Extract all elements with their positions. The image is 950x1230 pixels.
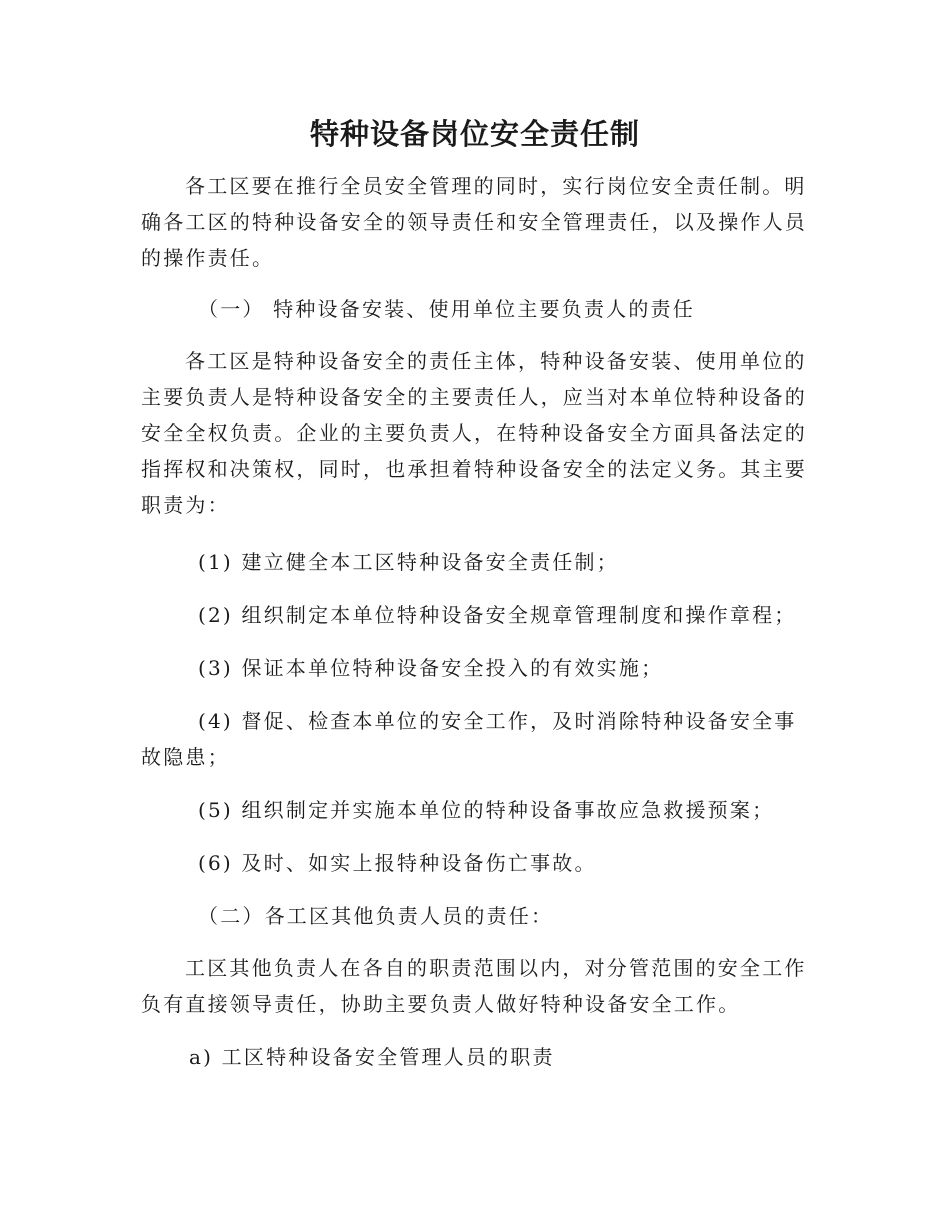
- section-2-paragraph: 工区其他负责人在各自的职责范围以内，对分管范围的安全工作负有直接领导责任，协助主要负责人做好特种设备安全工作。: [141, 956, 807, 1016]
- sub-heading-a: a) 工区特种设备安全管理人员的职责: [189, 1045, 555, 1069]
- section-1-paragraph: 各工区是特种设备安全的责任主体，特种设备安装、使用单位的主要负责人是特种设备安全的主要责任人，应当对本单位特种设备的安全全权负责。企业的主要负责人，在特种设备安全方面具备法定的指挥权和决策权，同时，也承担着特种设备安全的法定义务。其主要职责为：: [141, 349, 807, 517]
- duty-item-4: (4) 督促、检查本单位的安全工作，及时消除特种设备安全事故隐患；: [141, 709, 797, 769]
- duty-item-5: (5) 组织制定并实施本单位的特种设备事故应急救援预案；: [198, 798, 775, 822]
- duty-item-3: (3) 保证本单位特种设备安全投入的有效实施；: [198, 656, 664, 680]
- duty-item-6: (6) 及时、如实上报特种设备伤亡事故。: [198, 851, 597, 875]
- intro-paragraph: 各工区要在推行全员安全管理的同时，实行岗位安全责任制。明确各工区的特种设备安全的领导责任和安全管理责任，以及操作人员的操作责任。: [141, 174, 807, 270]
- duty-item-2: (2) 组织制定本单位特种设备安全规章管理制度和操作章程；: [198, 603, 797, 627]
- duty-item-1: (1) 建立健全本工区特种设备安全责任制；: [198, 550, 619, 574]
- document-title: 特种设备岗位安全责任制: [309, 117, 640, 151]
- section-heading-2: （二）各工区其他负责人员的责任：: [198, 904, 554, 928]
- section-heading-1: （一） 特种设备安装、使用单位主要负责人的责任: [198, 297, 695, 321]
